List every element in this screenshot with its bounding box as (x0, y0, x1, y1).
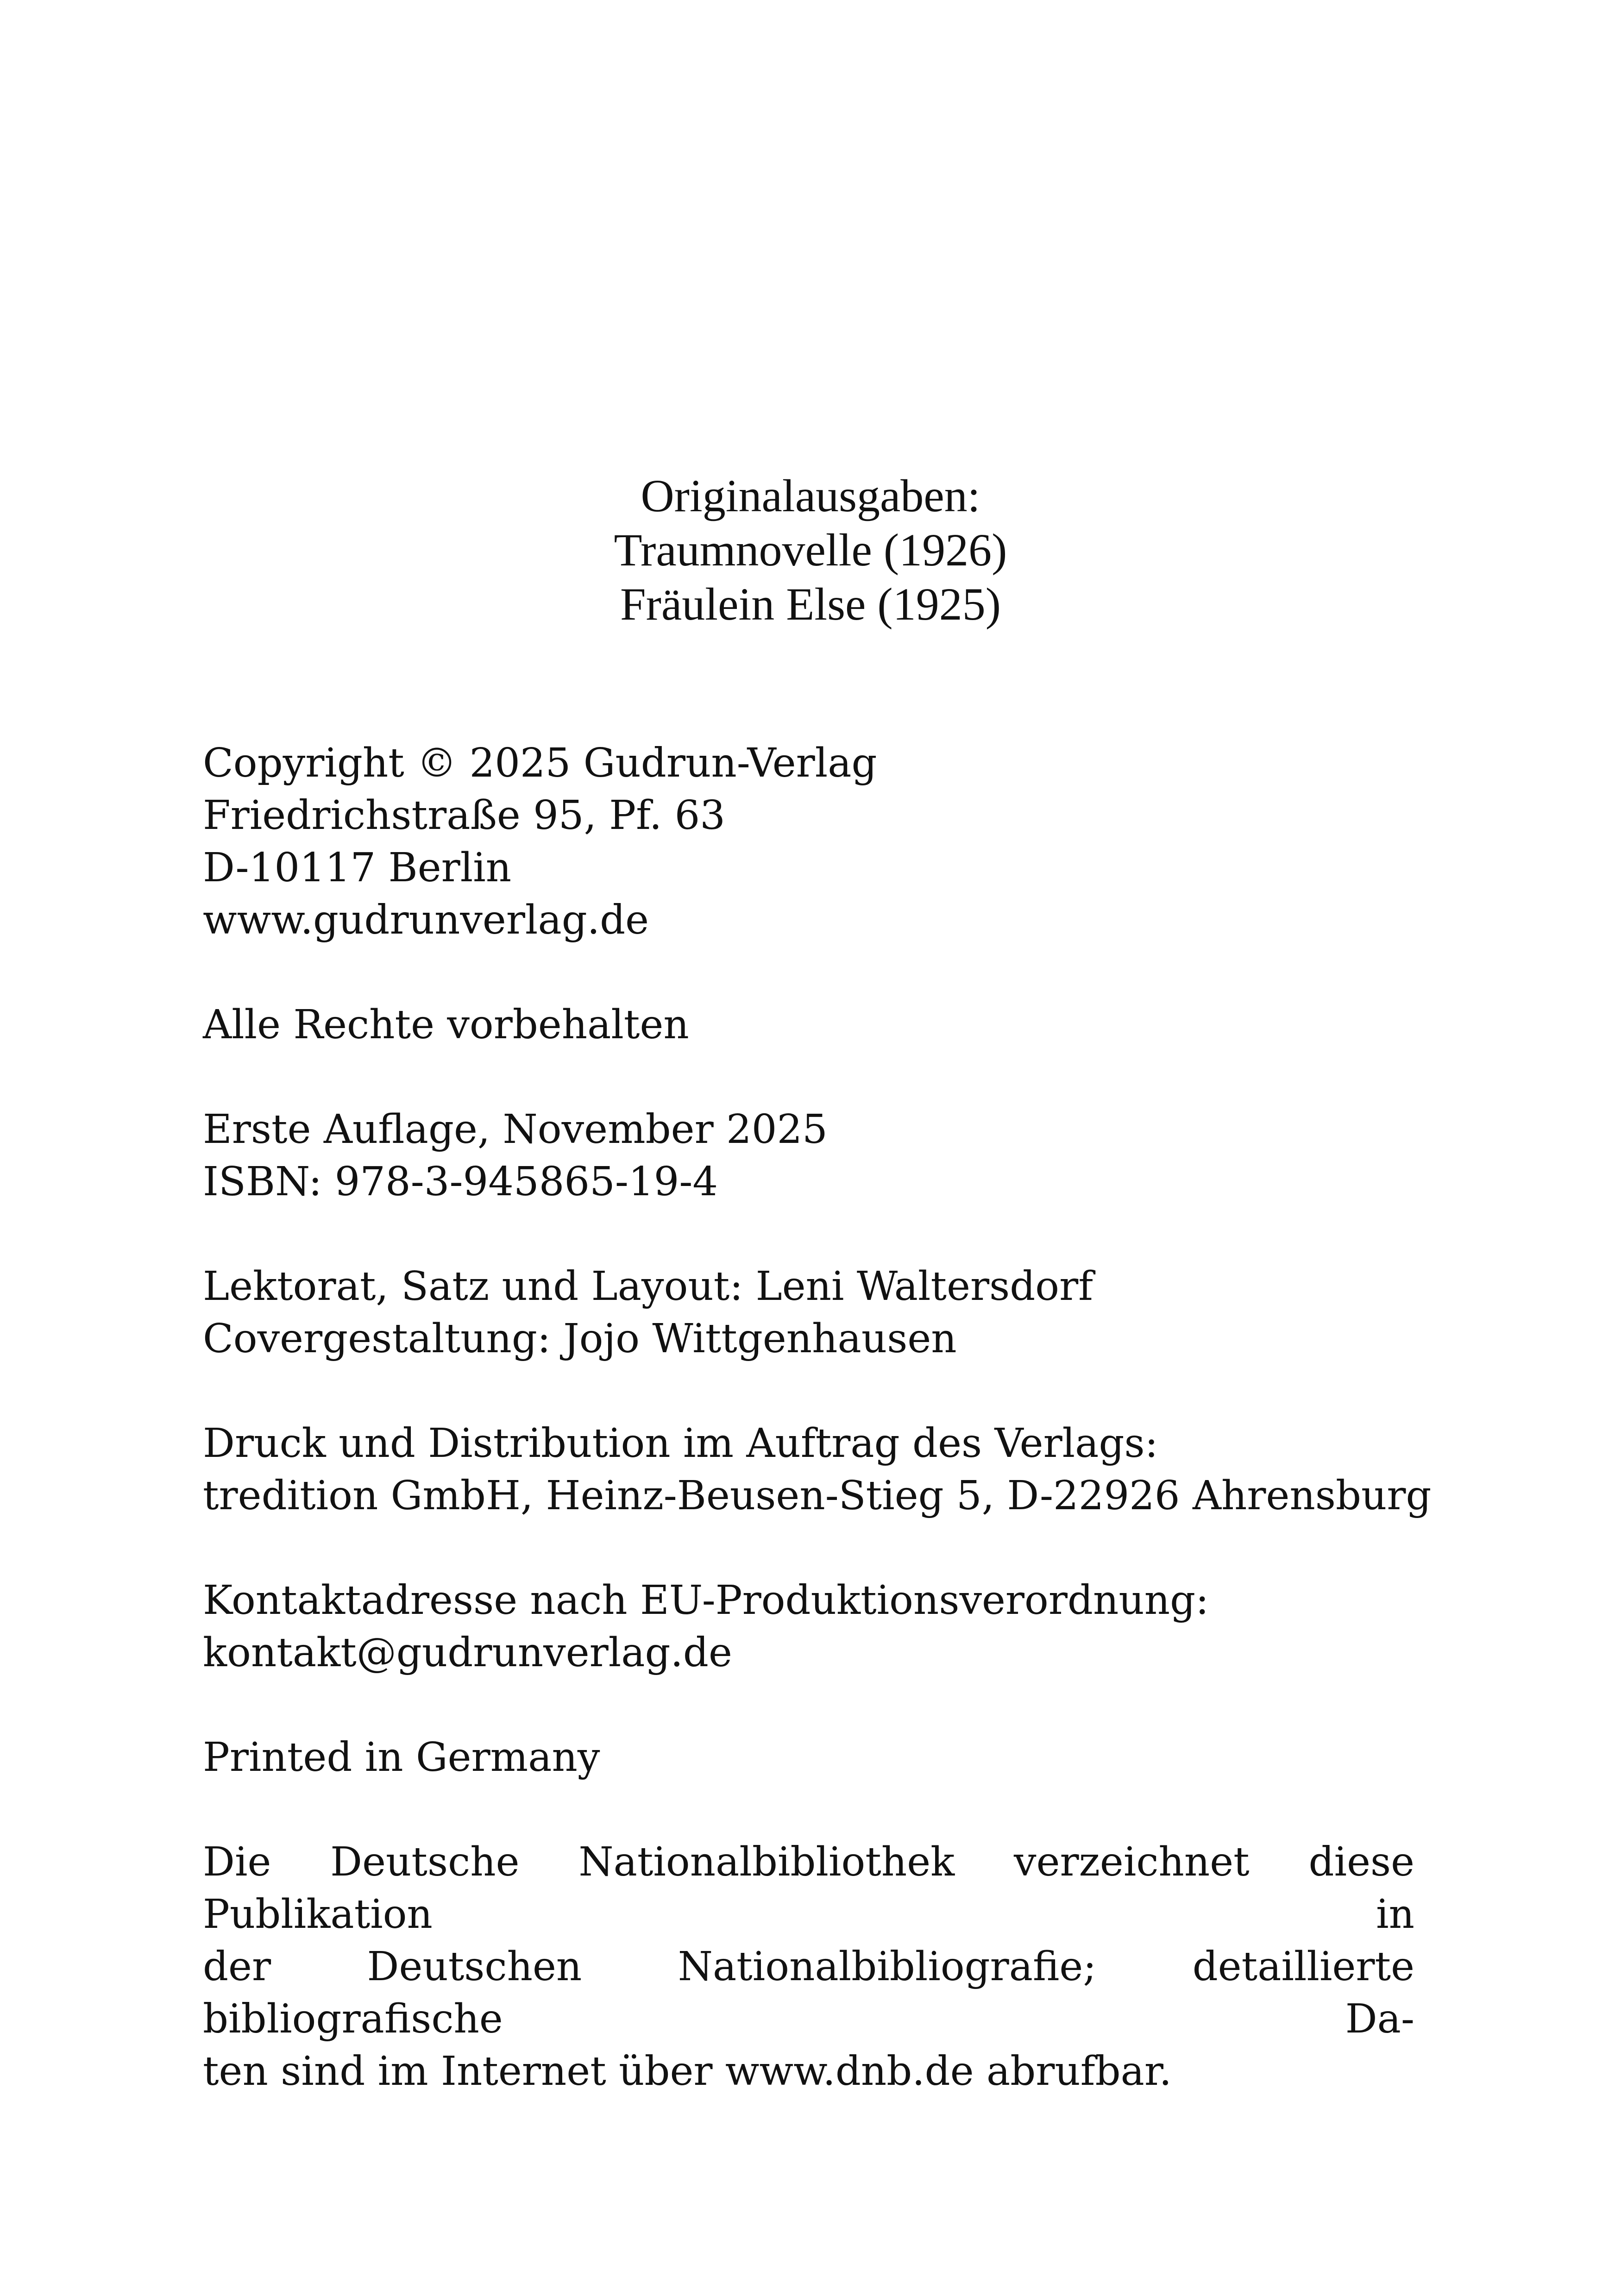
contact-block (203, 1575, 1414, 1679)
edition-line: Erste Auflage, November 2025 (203, 1106, 828, 1153)
publisher-city: D-10117 Berlin (203, 845, 512, 891)
original-edition-fraeulein-else: Fräulein Else (1925) (620, 578, 1001, 630)
distribution-label: Druck und Distribution im Auftrag des Verlags: (203, 1420, 1158, 1467)
dnb-notice-line-2: der Deutschen Nationalbibliografie; detaillierte bibliografische Da- (203, 1944, 1414, 2042)
editing-credit: Lektorat, Satz und Layout: Leni Waltersdorf (203, 1263, 1093, 1310)
original-editions-heading: Originalausgaben: (641, 470, 980, 521)
rights-block (203, 999, 1414, 1051)
dnb-notice-line-3: ten sind im Internet über www.dnb.de abrufbar. (203, 2048, 1172, 2095)
contact-label: Kontaktadresse nach EU-Produktionsverordnung: (203, 1577, 1209, 1624)
dnb-notice (203, 1836, 1414, 2098)
cover-credit: Covergestaltung: Jojo Wittgenhausen (203, 1316, 957, 1362)
original-edition-traumnovelle: Traumnovelle (1926) (614, 524, 1007, 576)
credits-block (203, 1261, 1414, 1365)
isbn-line: ISBN: 978-3-945865-19-4 (203, 1159, 718, 1205)
distribution-block (203, 1418, 1432, 1522)
dnb-notice-line-1: Die Deutsche Nationalbibliothek verzeichnet diese Publikation in (203, 1839, 1414, 1938)
imprint-text (203, 737, 1432, 2150)
rights-line: Alle Rechte vorbehalten (203, 1002, 689, 1048)
printed-block (203, 1731, 1414, 1784)
publisher-website: www.gudrunverlag.de (203, 897, 649, 943)
printed-in-line: Printed in Germany (203, 1734, 600, 1781)
original-editions (0, 469, 1621, 631)
edition-block (203, 1104, 1414, 1208)
publisher-street: Friedrichstraße 95, Pf. 63 (203, 792, 725, 839)
copyright-line: Copyright © 2025 Gudrun-Verlag (203, 740, 877, 786)
contact-email: kontakt@gudrunverlag.de (203, 1630, 732, 1676)
publisher-block (203, 737, 1414, 947)
distribution-company: tredition GmbH, Heinz-Beusen-Stieg 5, D-22926 Ahrensburg (203, 1473, 1432, 1519)
